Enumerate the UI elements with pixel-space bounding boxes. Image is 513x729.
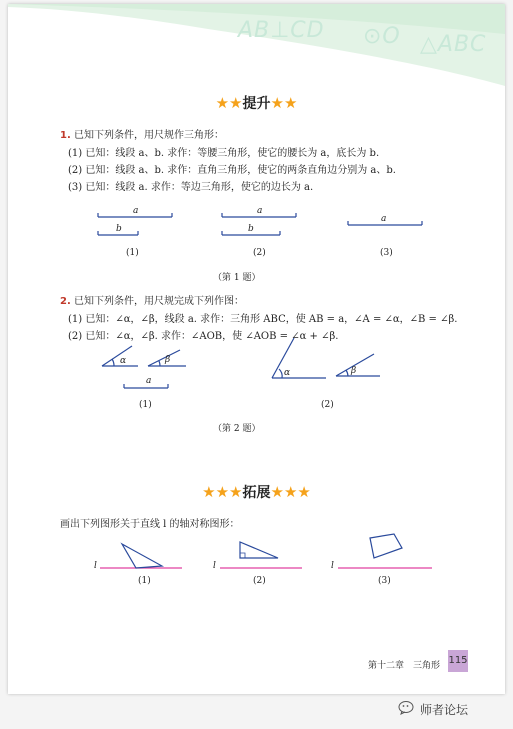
segment-a-label: a: [257, 206, 263, 216]
figure-label: (1): [138, 576, 151, 586]
question-2-item-1: (1) 已知：∠α，∠β，线段 a. 求作：三角形 ABC，使 AB = a，∠A = ∠α，∠B = ∠β.: [68, 314, 458, 325]
figure-label: (2): [253, 248, 266, 258]
question-1-stem: [60, 126, 224, 141]
banner-text-triangle: △ABC: [420, 32, 487, 57]
chat-bubble-icon: [398, 700, 416, 716]
section-title-text: 提升: [242, 96, 271, 112]
q2-figure-2-angles: [270, 344, 390, 384]
question-1-item-2: (2) 已知：线段 a、b. 求作：直角三角形，使它的两条直角边分别为 a、b.: [68, 165, 396, 176]
angle-alpha-label: α: [284, 368, 291, 378]
mirror-line-label: l: [331, 561, 334, 571]
question-text: 已知下列条件，用尺规完成下列作图：: [73, 296, 244, 307]
figure-caption-q2: （第 2 题）: [213, 424, 261, 434]
question-2-stem: [60, 292, 244, 307]
segment-a-label: a: [146, 376, 152, 386]
star-icon: ★★★: [202, 483, 243, 501]
page-number: 115: [448, 650, 468, 672]
q1-figure-3: [346, 212, 436, 232]
question-3-stem: 画出下列图形关于直线 l 的轴对称图形：: [60, 519, 240, 530]
section-title-extend: [8, 482, 505, 502]
figure-label: (3): [378, 576, 391, 586]
angle-beta-label: β: [351, 366, 357, 376]
figure-label: (1): [126, 248, 139, 258]
segment-a-label: a: [381, 214, 387, 224]
figure-label: (2): [253, 576, 266, 586]
question-1-item-1: (1) 已知：线段 a、b. 求作：等腰三角形，使它的腰长为 a，底长为 b.: [68, 148, 380, 159]
question-text: 已知下列条件，用尺规作三角形：: [73, 130, 224, 141]
watermark-text: 师者论坛: [420, 703, 469, 717]
section-title-improve: [8, 93, 505, 113]
segment-a-label: a: [133, 206, 139, 216]
figure-label: (2): [321, 400, 334, 410]
q3-figure-2: [220, 536, 310, 576]
figure-caption-q1: （第 1 题）: [213, 273, 261, 283]
banner-text-circle: ⊙O: [363, 24, 401, 49]
textbook-page: [8, 4, 505, 694]
segment-b-label: b: [248, 224, 254, 234]
question-2-item-2: (2) 已知：∠α，∠β. 求作：∠AOB，使 ∠AOB = ∠α + ∠β.: [68, 331, 339, 342]
section-title-text: 拓展: [242, 485, 271, 501]
question-number: 2.: [60, 296, 71, 307]
banner-text-perpendicular: AB⊥CD: [238, 18, 325, 43]
q1-figure-1: [96, 204, 186, 244]
star-icon: ★★★: [270, 483, 311, 501]
star-icon: ★★: [215, 94, 243, 112]
q2-figure-1-angles: [100, 344, 210, 404]
figure-label: (3): [380, 248, 393, 258]
question-number: 1.: [60, 130, 71, 141]
mirror-line-label: l: [94, 561, 97, 571]
mirror-line-label: l: [213, 561, 216, 571]
figure-label: (1): [139, 400, 152, 410]
question-1-item-3: (3) 已知：线段 a. 求作：等边三角形，使它的边长为 a.: [68, 182, 314, 193]
segment-b-label: b: [116, 224, 122, 234]
q3-figure-1: [100, 536, 190, 576]
angle-alpha-label: α: [120, 356, 127, 366]
star-icon: ★★: [270, 94, 298, 112]
q3-figure-3: [338, 528, 438, 578]
chapter-footer: 第十二章 三角形: [368, 661, 441, 671]
q1-figure-2: [220, 204, 310, 244]
angle-beta-label: β: [165, 355, 171, 365]
